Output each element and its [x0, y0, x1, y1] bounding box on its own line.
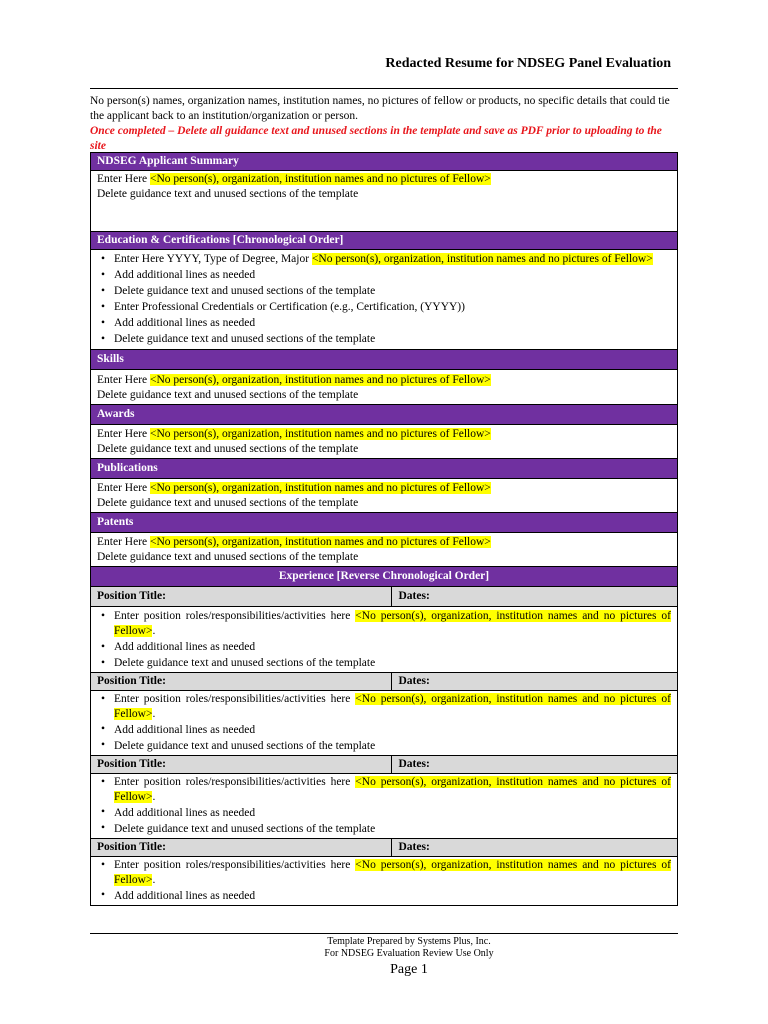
position-cell[interactable] — [91, 691, 678, 756]
page-footer — [90, 936, 728, 960]
list-item: • Add additional lines as needed — [107, 268, 671, 284]
placeholder-highlight: <No person(s), organization, institution names and no pictures of Fellow> — [150, 482, 491, 494]
position-title-label[interactable]: Position Title: — [91, 756, 392, 774]
publications-cell[interactable] — [91, 479, 678, 513]
dates-label[interactable]: Dates: — [392, 756, 678, 774]
skills-cell[interactable] — [91, 370, 678, 405]
position-title-label[interactable]: Position Title: — [91, 839, 392, 857]
list-item: • Delete guidance text and unused sections of the template — [107, 332, 671, 347]
list-item: • Enter Here YYYY, Type of Degree, Major <No person(s), organization, institution names and no pictures of Fellow> — [107, 252, 671, 268]
footer-rule — [90, 933, 678, 934]
list-item: • Add additional lines as needed — [107, 805, 671, 821]
position-list — [97, 775, 671, 837]
list-item: • Enter position roles/responsibilities/activities here <No person(s), organization, institution names and no pictures of Fellow>. — [107, 858, 671, 888]
header-rule — [90, 88, 678, 89]
list-item: • Add additional lines as needed — [107, 722, 671, 738]
publications-entry: Enter Here <No person(s), organization, institution names and no pictures of Fellow> — [97, 482, 491, 494]
section-heading-summary: NDSEG Applicant Summary — [91, 153, 678, 171]
patents-entry: Enter Here <No person(s), organization, institution names and no pictures of Fellow> — [97, 536, 491, 548]
footer-line-2: For NDSEG Evaluation Review Use Only — [324, 948, 494, 959]
list-item: • Enter position roles/responsibilities/activities here <No person(s), organization, institution names and no pictures of Fellow>. — [107, 609, 671, 640]
position-cell[interactable] — [91, 774, 678, 839]
guidance-text: Delete guidance text and unused sections of the template — [97, 497, 359, 509]
intro-text: No person(s) names, organization names, institution names, no pictures of fellow or products, no specific details that could tie the applicant back to an institution/organization or person. — [90, 95, 670, 122]
section-heading-education: Education & Certifications [Chronological Order] — [91, 232, 678, 250]
list-item: • Add additional lines as needed — [107, 888, 671, 904]
list-item: • Delete guidance text and unused sections of the template — [107, 284, 671, 300]
list-item: • Add additional lines as needed — [107, 640, 671, 656]
awards-entry: Enter Here <No person(s), organization, institution names and no pictures of Fellow> — [97, 428, 491, 440]
placeholder-highlight: <No person(s), organization, institution names and no pictures of Fellow> — [114, 859, 671, 886]
position-title-label[interactable]: Position Title: — [91, 587, 392, 607]
list-item: • Add additional lines as needed — [107, 316, 671, 332]
placeholder-highlight: <No person(s), organization, institution names and no pictures of Fellow> — [150, 428, 491, 440]
summary-entry: Enter Here <No person(s), organization, institution names and no pictures of Fellow> — [97, 173, 491, 185]
intro-block — [90, 94, 678, 154]
list-item: • Enter position roles/responsibilities/activities here <No person(s), organization, institution names and no pictures of Fellow>. — [107, 692, 671, 722]
placeholder-highlight: <No person(s), organization, institution names and no pictures of Fellow> — [150, 536, 491, 548]
page-number: Page 1 — [390, 962, 428, 977]
guidance-text: Delete guidance text and unused sections of the template — [97, 443, 359, 455]
education-list — [97, 252, 671, 347]
position-cell[interactable] — [91, 857, 678, 906]
list-item: • Enter Professional Credentials or Certification (e.g., Certification, (YYYY)) — [107, 300, 671, 316]
summary-cell[interactable] — [91, 171, 678, 232]
position-title-label[interactable]: Position Title: — [91, 673, 392, 691]
placeholder-highlight: <No person(s), organization, institution names and no pictures of Fellow> — [150, 173, 491, 185]
list-item: • Enter position roles/responsibilities/activities here <No person(s), organization, institution names and no pictures of Fellow>. — [107, 775, 671, 805]
dates-label[interactable]: Dates: — [392, 673, 678, 691]
section-heading-awards: Awards — [91, 405, 678, 425]
section-heading-skills: Skills — [91, 350, 678, 370]
guidance-text: Delete guidance text and unused sections of the template — [97, 551, 359, 563]
resume-table — [90, 152, 678, 906]
placeholder-highlight: <No person(s), organization, institution names and no pictures of Fellow> — [114, 693, 671, 720]
position-cell[interactable] — [91, 607, 678, 673]
list-item: • Delete guidance text and unused sections of the template — [107, 656, 671, 671]
list-item: • Delete guidance text and unused sections of the template — [107, 821, 671, 837]
section-heading-publications: Publications — [91, 459, 678, 479]
position-list — [97, 609, 671, 671]
placeholder-highlight: <No person(s), organization, institution names and no pictures of Fellow> — [114, 776, 671, 803]
position-list — [97, 692, 671, 754]
placeholder-highlight: <No person(s), organization, institution names and no pictures of Fellow> — [114, 610, 671, 637]
page-title: Redacted Resume for NDSEG Panel Evaluation — [385, 56, 671, 71]
education-cell[interactable] — [91, 250, 678, 350]
placeholder-highlight: <No person(s), organization, institution names and no pictures of Fellow> — [150, 374, 491, 386]
dates-label[interactable]: Dates: — [392, 839, 678, 857]
awards-cell[interactable] — [91, 425, 678, 459]
section-heading-patents: Patents — [91, 513, 678, 533]
guidance-text: Delete guidance text and unused sections of the template — [97, 389, 359, 401]
list-item: • Delete guidance text and unused sections of the template — [107, 738, 671, 754]
skills-entry: Enter Here <No person(s), organization, institution names and no pictures of Fellow> — [97, 374, 491, 386]
dates-label[interactable]: Dates: — [392, 587, 678, 607]
section-heading-experience: Experience [Reverse Chronological Order] — [91, 567, 678, 587]
intro-warning: Once completed – Delete all guidance text and unused sections in the template and save as PDF prior to uploading to the site — [90, 125, 662, 152]
footer-line-1: Template Prepared by Systems Plus, Inc. — [327, 936, 491, 947]
guidance-text: Delete guidance text and unused sections of the template — [97, 188, 359, 200]
position-list — [97, 858, 671, 904]
placeholder-highlight: <No person(s), organization, institution names and no pictures of Fellow> — [311, 253, 653, 265]
patents-cell[interactable] — [91, 533, 678, 567]
